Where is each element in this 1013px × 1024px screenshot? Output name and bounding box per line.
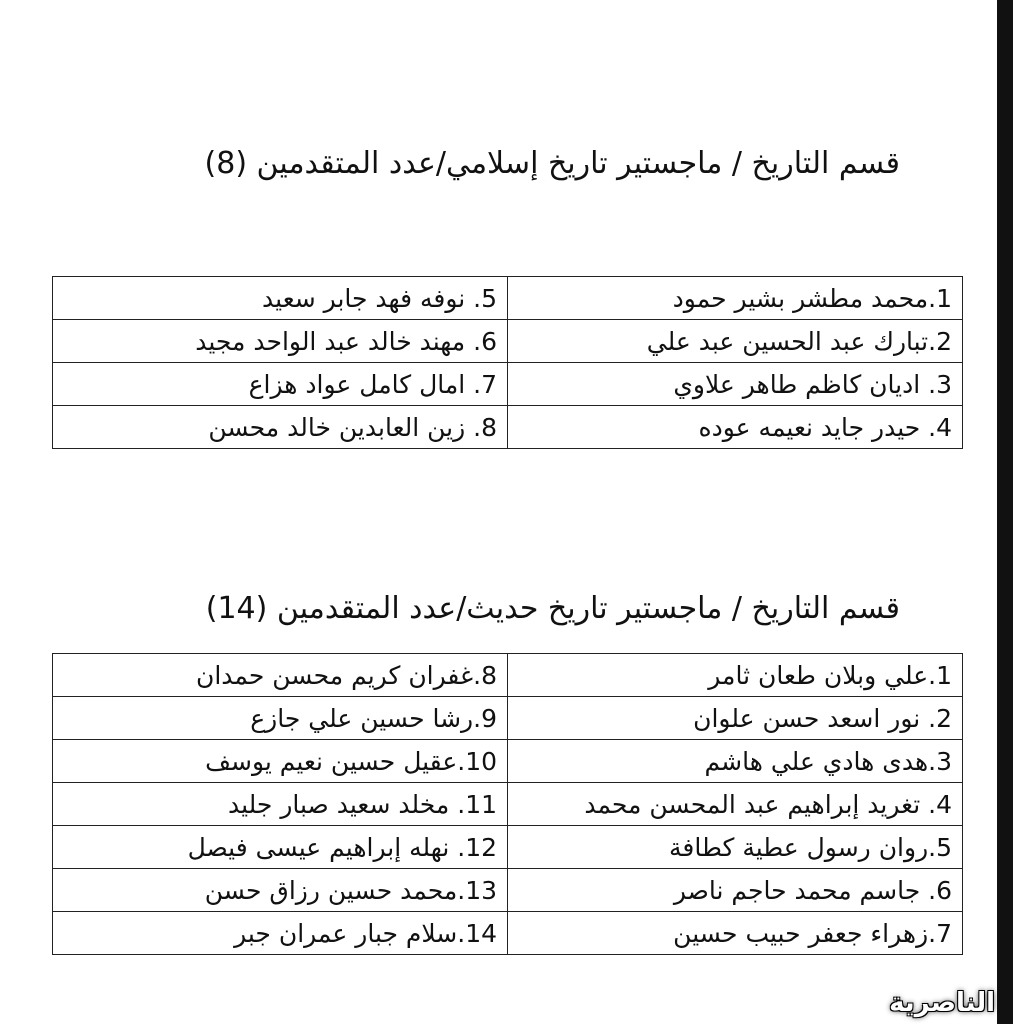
table-row bbox=[53, 406, 963, 449]
name-cell: 7.زهراء جعفر حبيب حسين bbox=[508, 912, 963, 955]
section2-table bbox=[52, 653, 963, 955]
name-cell: 9.رشا حسين علي جازع bbox=[53, 697, 508, 740]
name-cell: 7. امال كامل عواد هزاع bbox=[53, 363, 508, 406]
table-row bbox=[53, 740, 963, 783]
section1-heading: قسم التاريخ / ماجستير تاريخ إسلامي/عدد المتقدمين (8) bbox=[204, 146, 900, 181]
name-cell: 4. تغريد إبراهيم عبد المحسن محمد bbox=[508, 783, 963, 826]
name-cell: 6. مهند خالد عبد الواحد مجيد bbox=[53, 320, 508, 363]
name-cell: 12. نهله إبراهيم عيسى فيصل bbox=[53, 826, 508, 869]
table-row bbox=[53, 363, 963, 406]
table-row bbox=[53, 869, 963, 912]
section2-heading: قسم التاريخ / ماجستير تاريخ حديث/عدد المتقدمين (14) bbox=[205, 591, 900, 626]
name-cell: 13.محمد حسين رزاق حسن bbox=[53, 869, 508, 912]
name-cell: 3. اديان كاظم طاهر علاوي bbox=[508, 363, 963, 406]
section1-table bbox=[52, 276, 963, 449]
table-row bbox=[53, 320, 963, 363]
name-cell: 11. مخلد سعيد صبار جليد bbox=[53, 783, 508, 826]
name-cell: 10.عقيل حسين نعيم يوسف bbox=[53, 740, 508, 783]
name-cell: 1.علي وبلان طعان ثامر bbox=[508, 654, 963, 697]
name-cell: 4. حيدر جايد نعيمه عوده bbox=[508, 406, 963, 449]
table-row bbox=[53, 783, 963, 826]
name-cell: 8. زين العابدين خالد محسن bbox=[53, 406, 508, 449]
watermark-logo: الناصرية bbox=[889, 988, 995, 1018]
table-row bbox=[53, 654, 963, 697]
table-row bbox=[53, 826, 963, 869]
name-cell: 6. جاسم محمد حاجم ناصر bbox=[508, 869, 963, 912]
name-cell: 2.تبارك عبد الحسين عبد علي bbox=[508, 320, 963, 363]
table-row bbox=[53, 697, 963, 740]
table-row bbox=[53, 277, 963, 320]
table-row bbox=[53, 912, 963, 955]
name-cell: 1.محمد مطشر بشير حمود bbox=[508, 277, 963, 320]
name-cell: 5. نوفه فهد جابر سعيد bbox=[53, 277, 508, 320]
name-cell: 14.سلام جبار عمران جبر bbox=[53, 912, 508, 955]
name-cell: 5.روان رسول عطية كطافة bbox=[508, 826, 963, 869]
name-cell: 3.هدى هادي علي هاشم bbox=[508, 740, 963, 783]
name-cell: 8.غفران كريم محسن حمدان bbox=[53, 654, 508, 697]
name-cell: 2. نور اسعد حسن علوان bbox=[508, 697, 963, 740]
